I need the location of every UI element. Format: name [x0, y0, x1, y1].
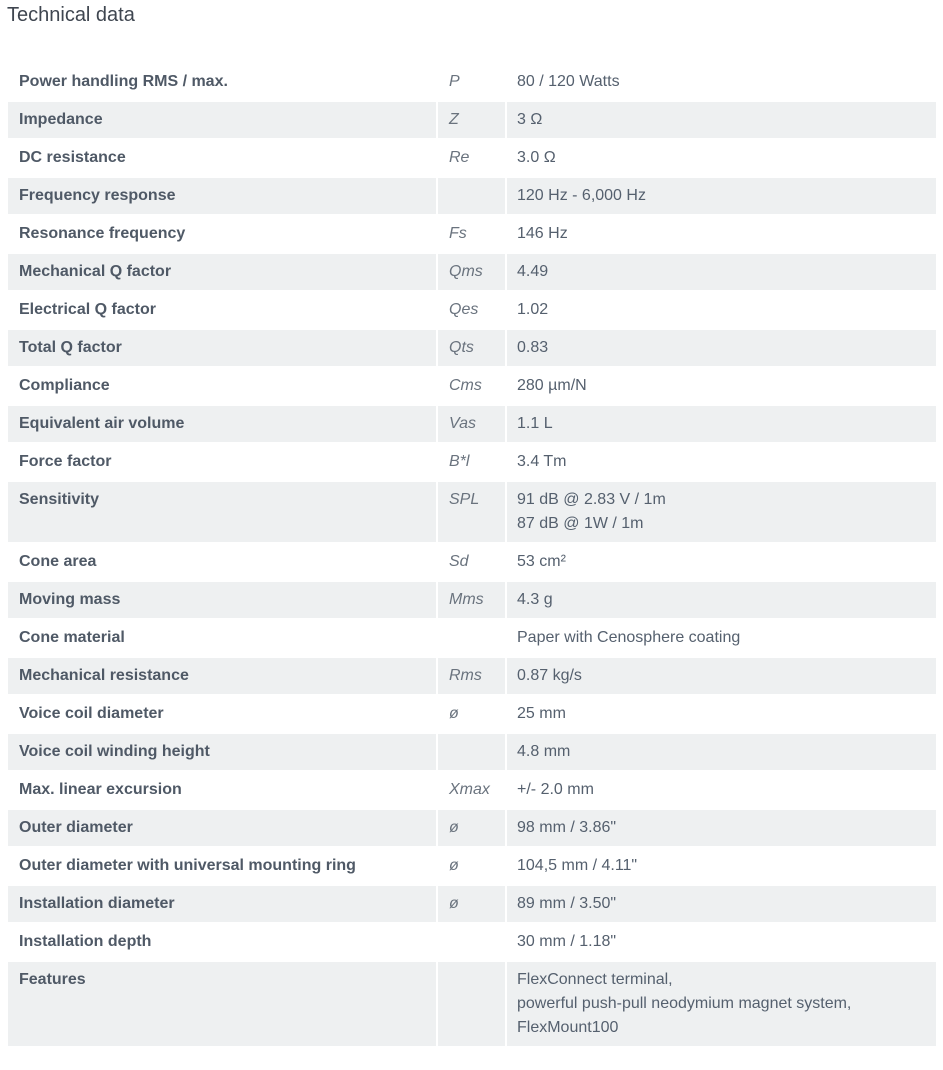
- table-row: [8, 886, 936, 922]
- spec-value-line: 3.0 Ω: [517, 149, 556, 166]
- spec-value: [507, 178, 936, 214]
- spec-value-line: 80 / 120 Watts: [517, 73, 620, 90]
- table-row: [8, 620, 936, 656]
- spec-label: Cone area: [8, 544, 436, 580]
- table-row: [8, 810, 936, 846]
- spec-value: [507, 658, 936, 694]
- spec-value-line: 98 mm / 3.86": [517, 819, 617, 836]
- spec-value: [507, 140, 936, 176]
- spec-value-line: 104,5 mm / 4.11": [517, 857, 638, 874]
- spec-value: [507, 810, 936, 846]
- spec-value: [507, 924, 936, 960]
- spec-value-line: 25 mm: [517, 705, 566, 722]
- spec-label: Electrical Q factor: [8, 292, 436, 328]
- spec-value-line: 87 dB @ 1W / 1m: [517, 515, 644, 532]
- table-row: [8, 178, 936, 214]
- spec-label: Installation diameter: [8, 886, 436, 922]
- spec-value-line: 120 Hz - 6,000 Hz: [517, 187, 646, 204]
- spec-value-line: FlexMount100: [517, 1019, 619, 1036]
- table-row: [8, 658, 936, 694]
- spec-value-line: 4.49: [517, 263, 549, 280]
- spec-value: [507, 582, 936, 618]
- spec-symbol: Cms: [436, 368, 507, 404]
- spec-value: [507, 544, 936, 580]
- spec-symbol: ø: [436, 696, 507, 732]
- table-row: [8, 330, 936, 366]
- spec-value-line: 91 dB @ 2.83 V / 1m: [517, 491, 666, 508]
- spec-label: Outer diameter with universal mounting ring: [8, 848, 436, 884]
- spec-value: [507, 368, 936, 404]
- spec-value-line: 4.8 mm: [517, 743, 571, 760]
- spec-label: DC resistance: [8, 140, 436, 176]
- spec-label: Outer diameter: [8, 810, 436, 846]
- spec-value: [507, 886, 936, 922]
- spec-label: Mechanical Q factor: [8, 254, 436, 290]
- spec-value-line: 0.83: [517, 339, 549, 356]
- spec-symbol: Rms: [436, 658, 507, 694]
- spec-value: [507, 444, 936, 480]
- spec-label: Total Q factor: [8, 330, 436, 366]
- spec-symbol: Re: [436, 140, 507, 176]
- table-row: [8, 292, 936, 328]
- spec-symbol: Qts: [436, 330, 507, 366]
- spec-symbol: [436, 924, 507, 960]
- spec-label: Resonance frequency: [8, 216, 436, 252]
- table-row: [8, 962, 936, 1046]
- spec-label: Moving mass: [8, 582, 436, 618]
- spec-value: [507, 254, 936, 290]
- spec-value: [507, 962, 936, 1046]
- spec-symbol: Vas: [436, 406, 507, 442]
- technical-data-body: [8, 64, 936, 1046]
- spec-symbol: SPL: [436, 482, 507, 542]
- spec-value-line: 1.02: [517, 301, 549, 318]
- spec-label: Force factor: [8, 444, 436, 480]
- spec-value: [507, 216, 936, 252]
- spec-label: Compliance: [8, 368, 436, 404]
- spec-value-line: 3.4 Tm: [517, 453, 567, 470]
- spec-value-line: 4.3 g: [517, 591, 553, 608]
- spec-symbol: Qms: [436, 254, 507, 290]
- spec-value-line: powerful push-pull neodymium magnet system,: [517, 995, 852, 1012]
- spec-value-line: FlexConnect terminal,: [517, 971, 673, 988]
- spec-symbol: Mms: [436, 582, 507, 618]
- spec-label: Impedance: [8, 102, 436, 138]
- table-row: [8, 254, 936, 290]
- spec-symbol: Qes: [436, 292, 507, 328]
- spec-value: [507, 772, 936, 808]
- spec-value: [507, 848, 936, 884]
- table-row: [8, 140, 936, 176]
- table-row: [8, 482, 936, 542]
- spec-value-line: 53 cm²: [517, 553, 566, 570]
- spec-value-line: 30 mm / 1.18": [517, 933, 617, 950]
- table-row: [8, 772, 936, 808]
- spec-value: [507, 64, 936, 100]
- spec-label: Voice coil winding height: [8, 734, 436, 770]
- spec-symbol: P: [436, 64, 507, 100]
- spec-label: Sensitivity: [8, 482, 436, 542]
- table-row: [8, 734, 936, 770]
- table-row: [8, 406, 936, 442]
- spec-label: Mechanical resistance: [8, 658, 436, 694]
- spec-symbol: Z: [436, 102, 507, 138]
- spec-label: Max. linear excursion: [8, 772, 436, 808]
- page-title: Technical data: [7, 4, 135, 26]
- spec-label: Equivalent air volume: [8, 406, 436, 442]
- spec-value-line: 0.87 kg/s: [517, 667, 582, 684]
- table-row: [8, 368, 936, 404]
- spec-symbol: B*l: [436, 444, 507, 480]
- spec-label: Cone material: [8, 620, 436, 656]
- spec-symbol: [436, 734, 507, 770]
- spec-value-line: 89 mm / 3.50": [517, 895, 617, 912]
- spec-symbol: Sd: [436, 544, 507, 580]
- spec-label: Features: [8, 962, 436, 1046]
- table-row: [8, 696, 936, 732]
- spec-label: Frequency response: [8, 178, 436, 214]
- spec-symbol: ø: [436, 810, 507, 846]
- table-row: [8, 444, 936, 480]
- spec-value: [507, 102, 936, 138]
- table-row: [8, 64, 936, 100]
- spec-value-line: Paper with Cenosphere coating: [517, 629, 741, 646]
- spec-symbol: [436, 178, 507, 214]
- spec-value-line: 280 µm/N: [517, 377, 587, 394]
- table-row: [8, 544, 936, 580]
- spec-symbol: ø: [436, 886, 507, 922]
- table-row: [8, 102, 936, 138]
- table-row: [8, 216, 936, 252]
- spec-value: [507, 734, 936, 770]
- technical-data-table: [8, 62, 936, 1048]
- spec-value-line: 146 Hz: [517, 225, 568, 242]
- spec-value: [507, 330, 936, 366]
- spec-symbol: Fs: [436, 216, 507, 252]
- spec-value-line: 1.1 L: [517, 415, 553, 432]
- spec-value: [507, 482, 936, 542]
- spec-symbol: [436, 962, 507, 1046]
- spec-symbol: [436, 620, 507, 656]
- spec-value: [507, 696, 936, 732]
- spec-symbol: Xmax: [436, 772, 507, 808]
- spec-symbol: ø: [436, 848, 507, 884]
- spec-value: [507, 292, 936, 328]
- table-row: [8, 582, 936, 618]
- table-row: [8, 924, 936, 960]
- spec-label: Power handling RMS / max.: [8, 64, 436, 100]
- spec-value: [507, 406, 936, 442]
- spec-label: Installation depth: [8, 924, 436, 960]
- table-row: [8, 848, 936, 884]
- spec-value-line: +/- 2.0 mm: [517, 781, 594, 798]
- spec-value-line: 3 Ω: [517, 111, 543, 128]
- spec-label: Voice coil diameter: [8, 696, 436, 732]
- spec-value: [507, 620, 936, 656]
